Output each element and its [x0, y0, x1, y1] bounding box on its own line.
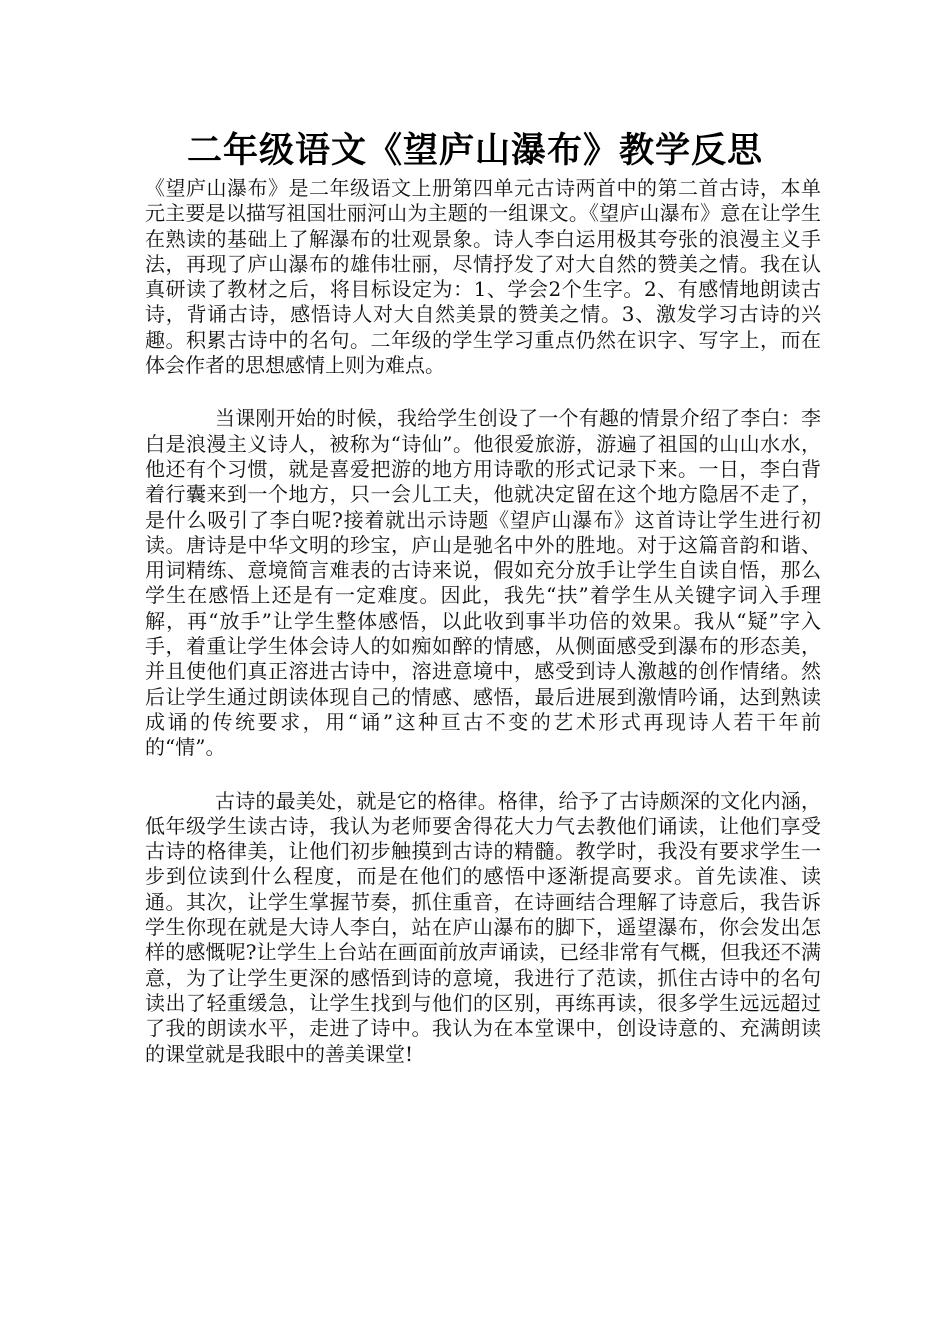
- paragraph-poetry-rhythm: 古诗的最美处，就是它的格律。格律，给予了古诗颇深的文化内涵，低年级学生读古诗，我认为老师要舍得花大力气去教他们诵读，让他们享受古诗的格律美，让他们初步触摸到古诗的精髓。教学时，我没有要求学生一步到位读到什么程度，而是在他们的感悟中逐渐提高要求。首先读准、读通。其次，让学生掌握节奏，抓住重音，在诗画结合理解了诗意后，我告诉学生你现在就是大诗人李白，站在庐山瀑布的脚下，遥望瀑布，你会发出怎样的感慨呢?让学生上台站在画面前放声诵读，已经非常有气概，但我还不满意，为了让学生更深的感悟到诗的意境，我进行了范读，抓住古诗中的名句读出了轻重缓急，让学生找到与他们的区别，再练再读，很多学生远远超过了我的朗读水平，走进了诗中。我认为在本堂课中，创设诗意的、充满朗读的课堂就是我眼中的善美课堂!: [145, 788, 821, 1066]
- document-body: [145, 176, 821, 1067]
- paragraph-spacer: [145, 378, 821, 406]
- document-title: 二年级语文《望庐山瀑布》教学反思: [186, 130, 763, 171]
- paragraph-intro: 《望庐山瀑布》是二年级语文上册第四单元古诗两首中的第二首古诗，本单元主要是以描写祖国壮丽河山为主题的一组课文。《望庐山瀑布》意在让学生在熟读的基础上了解瀑布的壮观景象。诗人李白运用极其夸张的浪漫主义手法，再现了庐山瀑布的雄伟壮丽，尽情抒发了对大自然的赞美之情。我在认真研读了教材之后，将目标设定为：1、学会2个生字。2、有感情地朗读古诗，背诵古诗，感悟诗人对大自然美景的赞美之情。3、激发学习古诗的兴趣。积累古诗中的名句。二年级的学生学习重点仍然在识字、写字上，而在体会作者的思想感情上则为难点。: [145, 176, 821, 378]
- paragraph-spacer: [145, 761, 821, 789]
- paragraph-lesson-opening: 当课刚开始的时候，我给学生创设了一个有趣的情景介绍了李白：李白是浪漫主义诗人，被称为“诗仙”。他很爱旅游，游遍了祖国的山山水水，他还有个习惯，就是喜爱把游的地方用诗歌的形式记录下来。一日，李白背着行囊来到一个地方，只一会儿工夫，他就决定留在这个地方隐居不走了，是什么吸引了李白呢?接着就出示诗题《望庐山瀑布》这首诗让学生进行初读。唐诗是中华文明的珍宝，庐山是驰名中外的胜地。对于这篇音韵和谐、用词精练、意境简言难表的古诗来说，假如充分放手让学生自读自悟，那么学生在感悟上还是有一定难度。因此，我先“扶”着学生从关键字词入手理解，再“放手”让学生整体感悟，以此收到事半功倍的效果。我从“疑”字入手，着重让学生体会诗人的如痴如醉的情感，从侧面感受到瀑布的形态美，并且使他们真正溶进古诗中，溶进意境中，感受到诗人激越的创作情绪。然后让学生通过朗读体现自己的情感、感悟，最后进展到激情吟诵，达到熟读成诵的传统要求，用“诵”这种亘古不变的艺术形式再现诗人若干年前的“情”。: [145, 406, 821, 760]
